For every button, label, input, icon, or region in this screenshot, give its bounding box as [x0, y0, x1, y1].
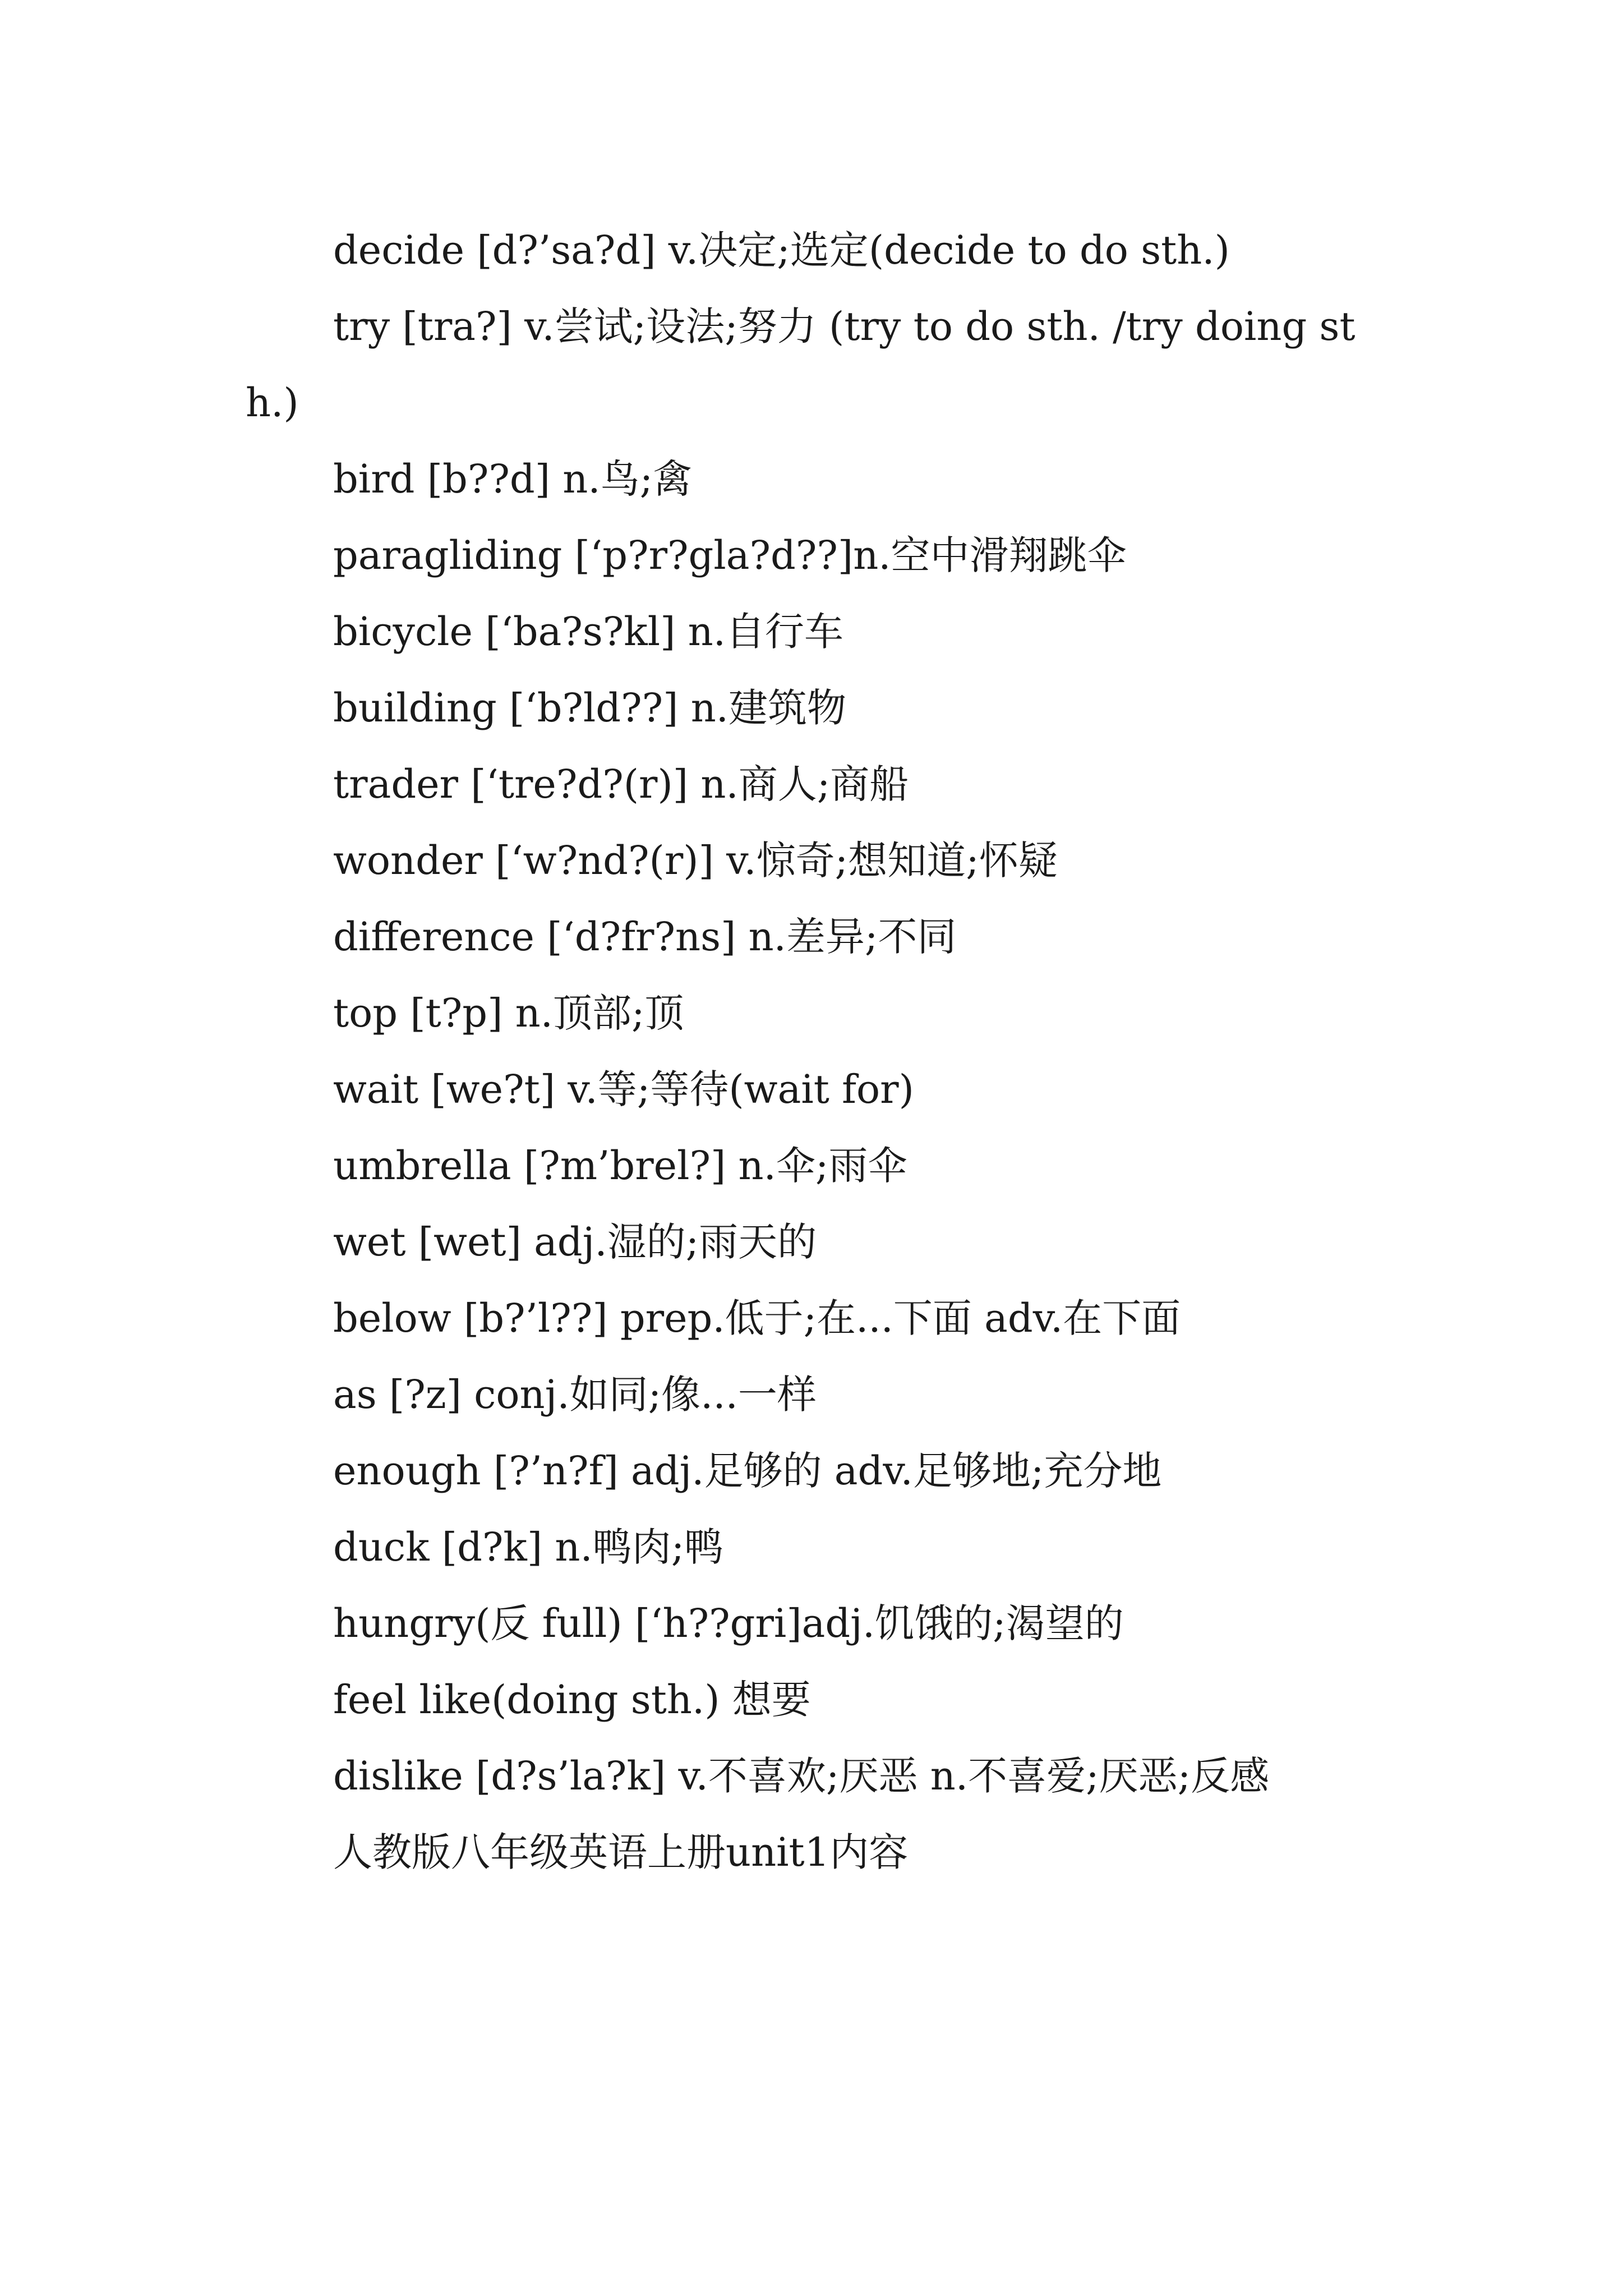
vocab-entry: top [t?p] n.顶部;顶: [333, 990, 684, 1036]
vocab-entry: difference [‘d?fr?ns] n.差异;不同: [333, 914, 957, 960]
vocab-entry: as [?z] conj.如同;像...一样: [333, 1372, 817, 1418]
vocab-entry: wet [wet] adj.湿的;雨天的: [333, 1219, 817, 1265]
vocab-entry: wonder [‘w?nd?(r)] v.惊奇;想知道;怀疑: [333, 838, 1058, 884]
vocabulary-list: [246, 212, 1384, 1890]
vocab-entry: dislike [d?s’la?k] v.不喜欢;厌恶 n.不喜爱;厌恶;反感: [333, 1753, 1270, 1799]
section-heading: 人教版八年级英语上册unit1内容: [333, 1829, 909, 1875]
vocab-entry: paragliding [‘p?r?gla?d??]n.空中滑翔跳伞: [333, 532, 1127, 578]
vocab-entry: enough [?’n?f] adj.足够的 adv.足够地;充分地: [333, 1448, 1162, 1494]
vocab-entry: umbrella [?m’brel?] n.伞;雨伞: [333, 1143, 907, 1189]
vocab-entry: wait [we?t] v.等;等待(wait for): [333, 1066, 914, 1112]
vocab-entry: hungry(反 full) [‘h??gri]adj.饥饿的;渴望的: [333, 1600, 1124, 1646]
vocab-entry: below [b?’l??] prep.低于;在...下面 adv.在下面: [333, 1295, 1181, 1341]
vocab-entry: trader [‘tre?d?(r)] n.商人;商船: [333, 761, 909, 807]
vocab-entry: bicycle [‘ba?s?kl] n.自行车: [333, 609, 843, 655]
vocab-entry: bird [b??d] n.鸟;禽: [333, 456, 693, 502]
vocab-entry: feel like(doing sth.) 想要: [333, 1677, 811, 1723]
vocab-entry: decide [d?’sa?d] v.决定;选定(decide to do sth.): [333, 227, 1230, 273]
vocab-entry: duck [d?k] n.鸭肉;鸭: [333, 1524, 724, 1570]
vocab-entry: try [tra?] v.尝试;设法;努力 (try to do sth. /try doing sth.): [246, 303, 1355, 426]
vocab-entry: building [‘b?ld??] n.建筑物: [333, 685, 847, 731]
